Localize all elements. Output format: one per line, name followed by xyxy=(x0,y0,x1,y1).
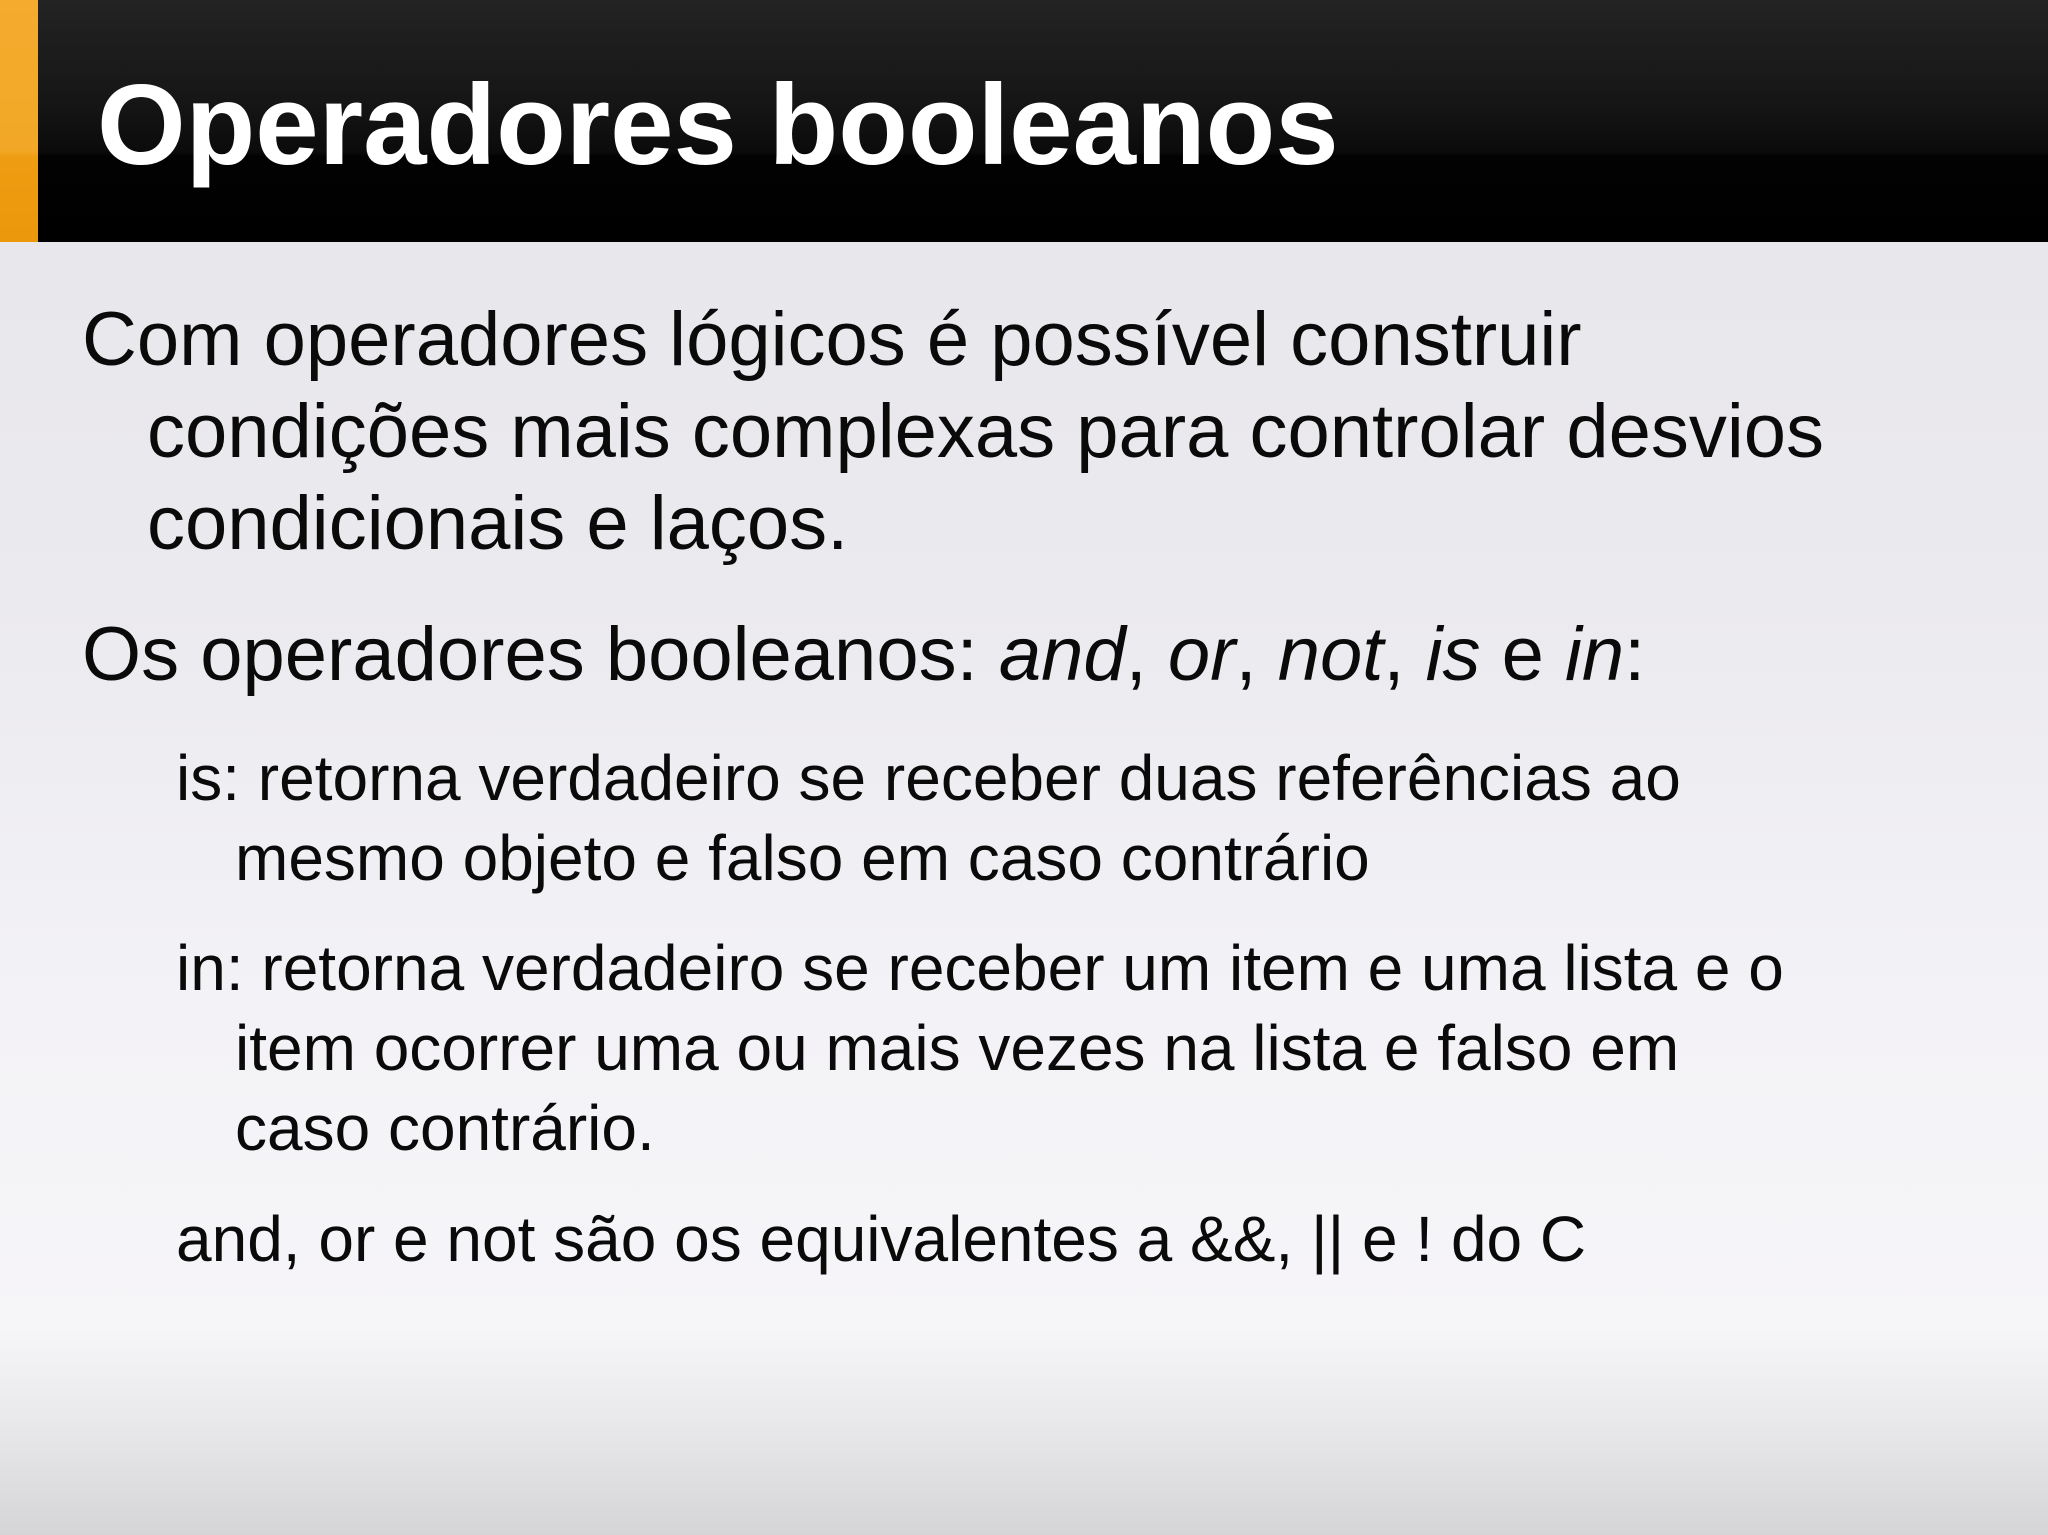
operator-separator: , xyxy=(1383,612,1426,697)
operators-prefix: Os operadores booleanos: xyxy=(82,612,999,697)
title-bar xyxy=(0,0,2048,242)
subitem-line: mesmo objeto e falso em caso contrário xyxy=(235,822,1370,894)
operator-not: not xyxy=(1277,612,1384,697)
operator-or: or xyxy=(1167,612,1236,697)
operator-is: is xyxy=(1425,612,1481,697)
paragraph-line: condicionais e laços. xyxy=(147,481,849,566)
operator-separator: e xyxy=(1480,612,1565,697)
subitem-equivalents xyxy=(176,1199,1586,1279)
subitem-is xyxy=(176,738,1681,898)
subitem-line: and, or e not são os equivalentes a &&, || e ! do C xyxy=(176,1203,1587,1275)
paragraph-operators-list xyxy=(82,609,1645,701)
operator-separator: , xyxy=(1125,612,1168,697)
accent-stripe xyxy=(0,0,38,242)
operator-in: in xyxy=(1564,612,1625,697)
operator-separator: , xyxy=(1235,612,1278,697)
subitem-line: in: retorna verdadeiro se receber um item e uma lista e o xyxy=(176,932,1784,1004)
paragraph-line: condições mais complexas para controlar desvios xyxy=(147,389,1825,474)
slide-title: Operadores booleanos xyxy=(97,62,1339,189)
operators-suffix: : xyxy=(1624,612,1646,697)
paragraph-logical-operators xyxy=(82,294,1824,570)
paragraph-line: Com operadores lógicos é possível construir xyxy=(82,297,1582,382)
subitem-in xyxy=(176,928,1784,1168)
subitem-line: caso contrário. xyxy=(235,1092,655,1164)
subitem-line: is: retorna verdadeiro se receber duas referências ao xyxy=(176,742,1681,814)
subitem-line: item ocorrer uma ou mais vezes na lista e falso em xyxy=(235,1012,1680,1084)
operator-and: and xyxy=(998,612,1126,697)
